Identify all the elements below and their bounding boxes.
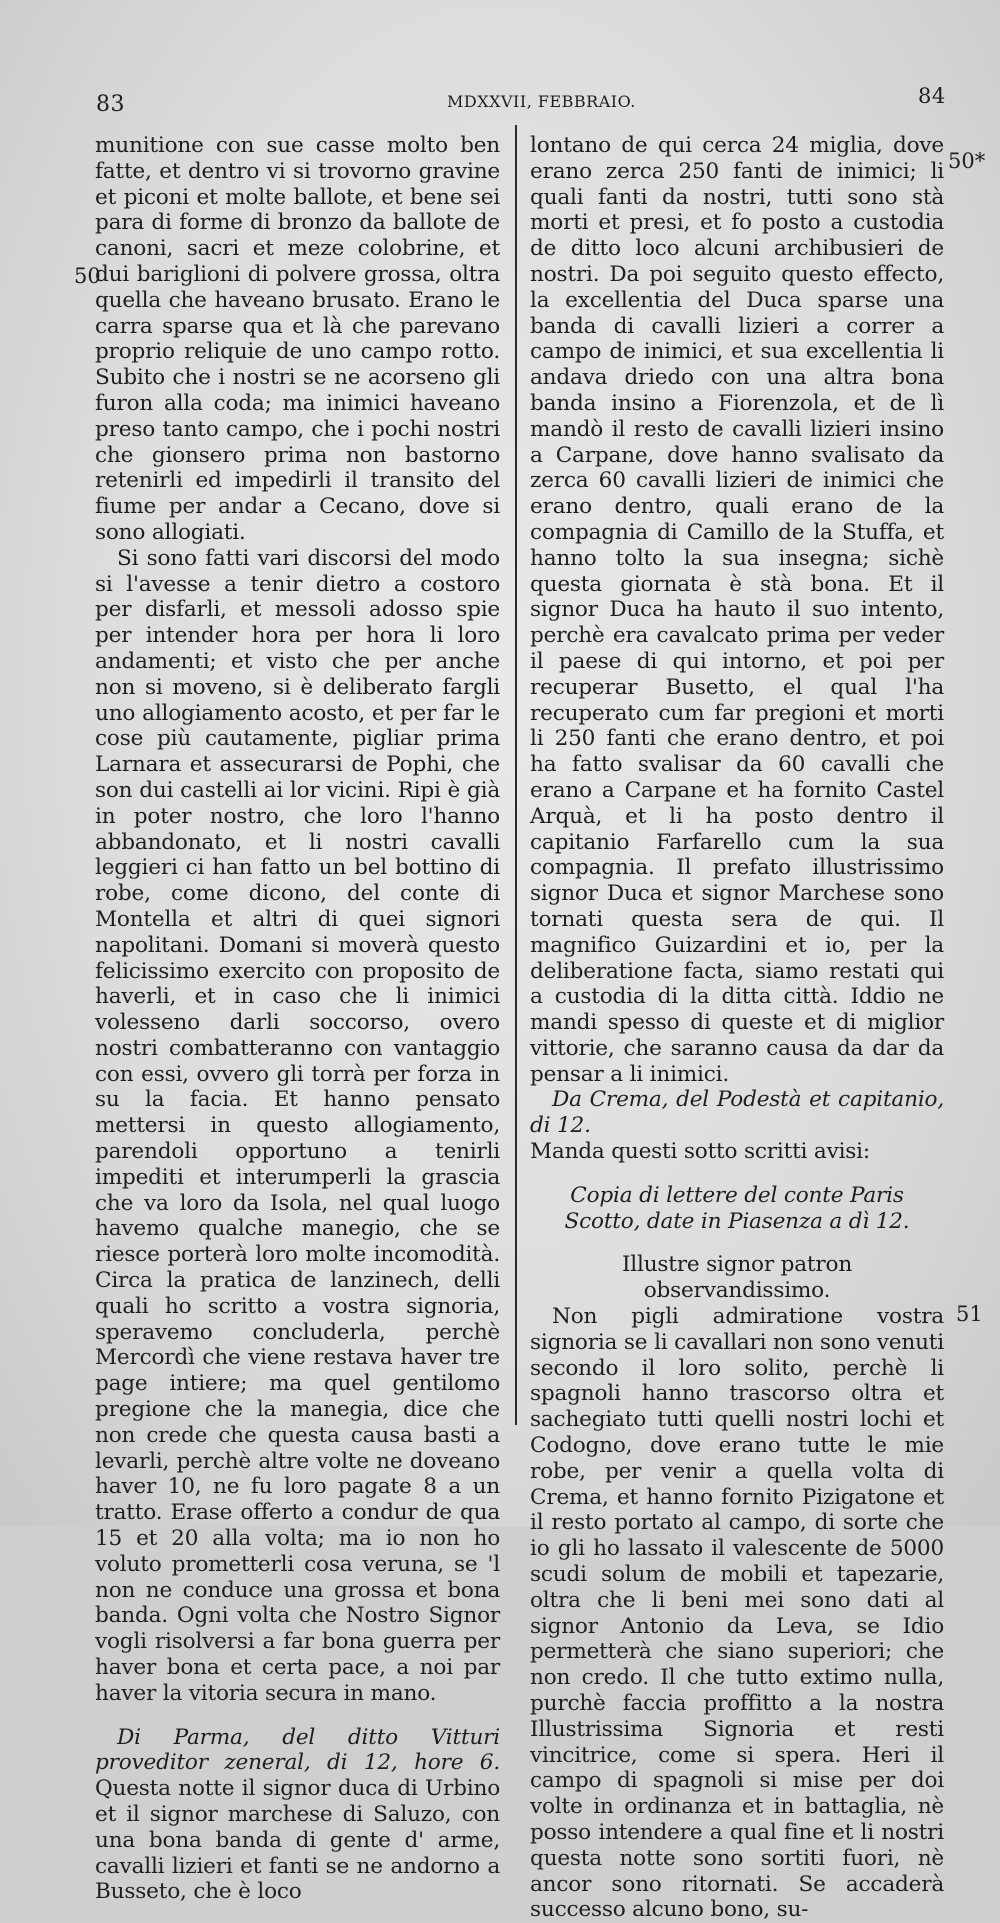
dispatch-text: Questa notte il signor duca di Urbino et il signor marchese di Saluzo, con una bona banda di gente d' arme, cavalli lizieri et fanti se ne andorno a Busseto, che è loco: [95, 1776, 500, 1905]
dispatch-heading: Di Parma, del ditto Vitturi proveditor zeneral, di 12, hore 6.: [95, 1724, 500, 1776]
spacer: [530, 1234, 944, 1252]
paragraph: Non pigli admiratione vostra signoria se li cavallari non sono venuti secondo il loro solito, perchè li spagnoli hanno trascorso oltra et sachegiato tutti quelli nostri lochi et Codogno, dove erano tutte le mie robe, per venir a quella volta di Crema, et hanno fornito Pizigatone et il resto portato al campo, di sorte che io gli ho lassato il valescente de 5000 scudi solum de mobili et tapezarie, oltra che li beni mei sono dati al signor Antonio da Leva, se Idio permetterà che siano superiori; che non credo. Il che tutto extimo nulla, purchè faccia proffitto a la nostra Illustrissima Signoria et resti vincitrice, come si spera. Heri il campo di spagnoli si mise per doi volte in ordinanza et in battaglia, nè posso intendere a qual fine et li nostri questa notte sono sortiti fuori, nè ancor sono ritornati. Se accaderà successo alcuno bono, su-: [530, 1304, 944, 1923]
page-number-left: 83: [96, 92, 125, 117]
paragraph: lontano de qui cerca 24 miglia, dove erano zerca 250 fanti de inimici; li quali fanti da nostri, tutti sono stà morti et presi, et fo posto a custodia de ditto loco alcuni archibusieri de nostri. Da poi seguito questo effecto, la excellentia del Duca sparse una banda di cavalli lizieri a correr a campo de inimici, et sua excellentia li andava driedo con una altra bona banda insino a Fiorenzola, et de lì mandò il resto de cavalli lizieri insino a Carpane, dove hanno svalisato da zerca 60 cavalli lizieri de inimici che erano dentro, quali erano de la compagnia di Camillo de la Stuffa, et hanno tolto la sua insegna; sichè questa giornata è stà bona. Et il signor Duca ha hauto il suo intento, perchè era cavalcato prima per veder il paese di qui intorno, et poi per recuperar Busetto, el qual l'ha recuperato cum far pregioni et morti li 250 fanti che erano dentro, et poi ha fatto svalisar da 60 cavalli che erano a Carpane et ha fornito Castel Arquà, et li ha posto dentro il capitanio Farfarello cum la sua compagnia. Il prefato illustrissimo signor Duca et signor Marchese sono tornati questa sera de qui. Il magnifico Guizardini et io, per la deliberatione facta, siamo restati qui a custodia di la ditta città. Iddio ne mandi spesso di queste et di miglior vittorie, che saranno causa da dar da pensar a li inimici.: [530, 133, 944, 1087]
left-column: [95, 133, 500, 1905]
dispatch-heading: Da Crema, del Podestà et capitanio, di 12.: [530, 1087, 944, 1139]
salutation: Illustre signor patron observandissimo.: [621, 1252, 853, 1304]
paragraph: munitione con sue casse molto ben fatte, et dentro vi si trovorno gravine et piconi et molte ballote, et bene sei para di forme di bronzo da ballote de canoni, sacri et meze colobrine, et dui bariglioni di polvere grossa, oltra quella che haveano brusato. Erano le carra sparse qua et là che parevano proprio reliquie de uno campo rotto. Subito che i nostri se ne acorseno gli furon alla coda; ma inimici haveano preso tanto campo, che i pochi nostri che gionsero prima non bastorno retenirli ed impedirli il transito del fiume per andar a Cecano, dove si sono allogiati.: [95, 133, 500, 545]
running-title: MDXXVII, FEBBRAIO.: [447, 92, 636, 111]
spacer: [530, 1165, 944, 1183]
letter-heading: Copia di lettere del conte Paris Scotto, date in Piasenza a dì 12.: [564, 1182, 910, 1234]
paragraph: Si sono fatti vari discorsi del modo si l'avesse a tenir dietro a costoro per disfarli, et messoli adosso spie per intender hora per hora li loro andamenti; et visto che per anche non si moveno, si è deliberato fargli uno allogiamento acosto, et per far le cose più cautamente, pigliar prima Larnara et assecurarsi de Pophi, che son dui castelli ai lor vicini. Ripi è già in poter nostro, che loro l'hanno abbandonato, et li nostri cavalli leggieri ci han fatto un bel bottino di robe, come dicono, del conte di Montella et altri di quei signori napolitani. Domani si moverà questo felicissimo exercito con proposito de haverli, et in caso che li inimici volesseno darli soccorso, overo nostri combatteranno con vantaggio con essi, ovvero gli torrà per forza in su la facia. Et hanno pensato mettersi in questo allogiamento, parendoli opportuno a tenirli impediti et interumperli la grascia che va loro da Isola, nel qual luogo havemo qualche manegio, che se riesce porterà loro molte incomodità. Circa la pratica de lanzinech, delli quali ho scritto a vostra signoria, speravemo concluderla, perchè Mercordì che viene restava haver tre page intiere; ma quel gentilomo pregione che la manegia, dice che non crede che questa causa basti a levarli, perchè altre volte ne doveano haver 10, ne fu loro pagate 8 a un tratto. Erase offerto a condur de qua 15 et 20 alla volta; ma io non ho voluto prometterli cosa veruna, se 'l non ne conduce una grossa et bona banda. Ogni volta che Nostro Signor vogli risolversi a far bona guerra per haver bona et certa pace, a noi par haver la vitoria secura in mano.: [95, 545, 500, 1706]
margin-number-left: 50: [74, 264, 101, 288]
margin-number-right-top: 50*: [948, 149, 986, 173]
column-divider: [515, 125, 517, 1425]
margin-number-right-bottom: 51: [956, 1302, 983, 1326]
dispatch-paragraph: [95, 1725, 500, 1906]
right-column: [530, 133, 944, 1923]
spacer: [95, 1707, 500, 1725]
paragraph: Manda questi sotto scritti avisi:: [530, 1139, 870, 1165]
page-number-right: 84: [918, 84, 946, 108]
